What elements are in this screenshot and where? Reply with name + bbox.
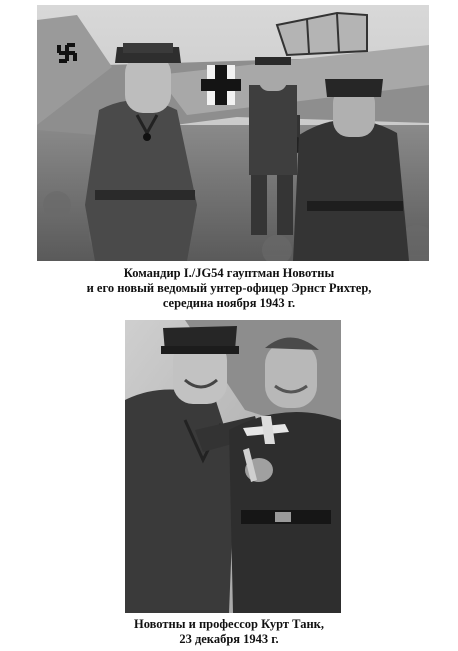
caption-1-line-3: середина ноября 1943 г. <box>162 296 296 310</box>
photo-novotny-and-tank <box>125 320 341 613</box>
caption-2-line-1: Новотны и профессор Курт Танк, <box>133 617 324 631</box>
caption-1-line-1: Командир I./JG54 гауптман Новотны <box>123 266 335 280</box>
photo-caption-2 <box>0 617 458 647</box>
caption-2-line-2: 23 декабря 1943 г. <box>179 632 279 646</box>
photo-caption-1 <box>0 266 458 311</box>
caption-1-line-2: и его новый ведомый унтер-офицер Эрнст Рихтер, <box>86 281 372 295</box>
photo-airmen-by-aircraft <box>37 5 429 261</box>
